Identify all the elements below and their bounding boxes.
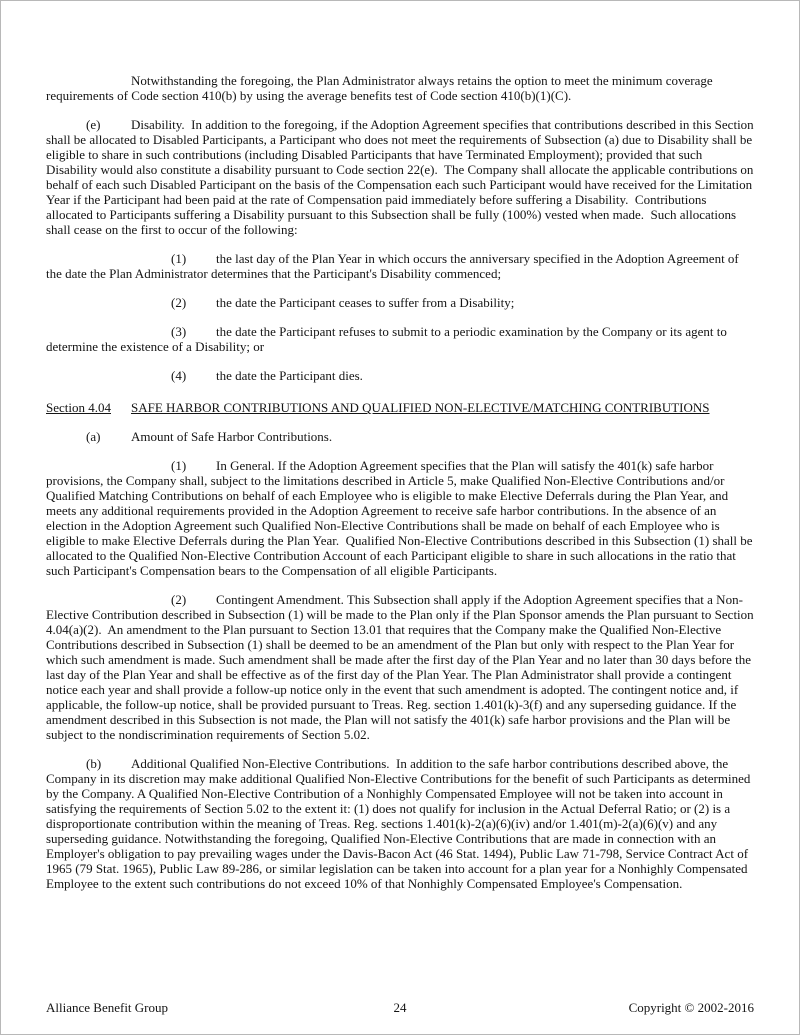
paragraph [46,429,754,444]
footer-page-number: 24 [393,1000,407,1015]
list-item [46,251,754,281]
section-title: SAFE HARBOR CONTRIBUTIONS AND QUALIFIED NON-ELECTIVE/MATCHING CONTRIBUTIONS [131,400,710,415]
tab-spacer [46,379,171,380]
section-number: Section 4.04 [46,400,111,415]
tab-spacer [46,440,86,441]
tab-spacer [46,603,171,604]
page-footer [46,1000,754,1016]
list-item-text: the date the Participant dies. [216,368,363,383]
list-item [46,295,754,310]
paragraph-text: Disability. In addition to the foregoing, if the Adoption Agreement specifies that contributions described in this Section shall be allocated to Disabled Participants, a Participant who does not meet the requirements of Subsection (a) due to Disability shall be eligible to share in such contributions (including Disabled Participants that have Terminated Employment); provided that such Disability would also constitute a disability pursuant to Code section 22(e). The Company shall allocate the applicable contributions on behalf of each such Disabled Participant on the basis of the Compensation each such Participant would have received for the Limitation Year if the Participant had been paid at the rate of Compensation paid immediately before suffering a Disability. Contributions allocated to Participants suffering a Disability pursuant to this Subsection shall be fully (100%) vested when made. Such allocations shall cease on the first to occur of the following: [46,117,757,237]
list-item-label: (1) [171,458,187,473]
list-item-text: the last day of the Plan Year in which occurs the anniversary specified in the Adoption Agreement of the date the Plan Administrator determines that the Participant's Disability commenced; [46,251,743,281]
footer-company: Alliance Benefit Group [46,1000,169,1015]
list-item [46,592,757,742]
list-item-label: (2) [171,295,187,310]
list-item [46,458,754,578]
tab-spacer [46,335,171,336]
tab-spacer [46,469,171,470]
tab-spacer [46,767,86,768]
paragraph [46,117,757,237]
section-number-cell [46,400,131,415]
list-item-label: (2) [171,592,187,607]
tab-spacer [46,306,171,307]
list-item-text: Contingent Amendment. This Subsection shall apply if the Adoption Agreement specifies that a Non-Elective Contribution described in Subsection (1) will be made to the Plan only if the Plan Sponsor amends the Plan pursuant to Section 4.04(a)(2). An amendment to the Plan pursuant to Section 13.01 that requires that the Company make the Qualified Non-Elective Contributions described in Subsection (1) shall be deemed to be an amendment of the Plan but only with respect to the Plan Year for which such amendment is made. Such amendment shall be made after the first day of the Plan Year and no later than 30 days before the last day of the Plan Year and shall be effective as of the first day of the Plan Year. The Plan Administrator shall provide a contingent notice each year and shall provide a follow-up notice only in the event that such amendment is adopted. The contingent notice and, if applicable, the follow-up notice, shall be provided pursuant to Treas. Reg. section 1.401(k)-3(f) and any superseding guidance. If the amendment described in this Subsection is not made, the Plan will not satisfy the 401(k) safe harbor provisions and the Plan will be subject to the nondiscrimination requirements of Section 5.02. [46,592,757,742]
list-item-label: (4) [171,368,187,383]
paragraph-label: (b) [86,756,102,771]
list-item-label: (1) [171,251,187,266]
tab-spacer [46,128,86,129]
paragraph-text: Amount of Safe Harbor Contributions. [131,429,333,444]
list-item [46,368,754,383]
list-item-text: the date the Participant ceases to suffer from a Disability; [216,295,515,310]
paragraph-text: Additional Qualified Non-Elective Contributions. In addition to the safe harbor contributions described above, the Company in its discretion may make additional Qualified Non-Elective Contributions for the benefit of such Participants as determined by the Company. A Qualified Non-Elective Contribution of a Nonhighly Compensated Employee will not be taken into account in satisfying the requirements of Section 5.02 to the extent it: (1) does not qualify for inclusion in the Actual Deferral Ratio; or (2) is a disproportionate contribution within the meaning of Treas. Reg. sections 1.401(k)-2(a)(6)(iv) and/or 1.401(m)-2(a)(6)(v) and any superseding guidance. Notwithstanding the foregoing, Qualified Non-Elective Contributions that are made in connection with an Employer's obligation to pay prevailing wages under the Davis-Bacon Act (46 Stat. 1494), Public Law 71-798, Service Contract Act of 1965 (79 Stat. 1965), Public Law 89-286, or similar legislation can be taken into account for a plan year for a Nonhighly Compensated Employee to the extent such contributions do not exceed 10% of that Nonhighly Compensated Employee's Compensation. [46,756,754,891]
section-heading [46,400,754,415]
list-item-text: In General. If the Adoption Agreement specifies that the Plan will satisfy the 401(k) safe harbor provisions, the Company shall, subject to the limitations described in Article 5, make Qualified Non-Elective Contributions and/or Qualified Matching Contributions on behalf of each Employee who is eligible to make Elective Deferrals during the Plan Year, and meets any additional requirements provided in the Adoption Agreement to receive safe harbor contributions. In the absence of an election in the Adoption Agreement such Qualified Non-Elective Contributions shall be made on behalf of each Employee who is eligible to make Elective Deferrals during the Plan Year. Qualified Non-Elective Contributions described in this Subsection (1) shall be allocated to the Qualified Non-Elective Contribution Account of each Participant eligible to share in such allocations in the ratio that such Participant's Compensation bears to the Compensation of all eligible Participants. [46,458,756,578]
list-item-label: (3) [171,324,187,339]
paragraph [46,73,754,103]
paragraph [46,756,754,891]
tab-spacer [46,262,171,263]
list-item [46,324,754,354]
list-item-text: the date the Participant refuses to submit to a periodic examination by the Company or its agent to determine the existence of a Disability; or [46,324,731,354]
paragraph-label: (e) [86,117,101,132]
footer-copyright: Copyright © 2002-2016 [628,1000,754,1015]
paragraph-label: (a) [86,429,101,444]
paragraph-text: Notwithstanding the foregoing, the Plan Administrator always retains the option to meet the minimum coverage requirements of Code section 410(b) by using the average benefits test of Code section 410(b)(1)(C). [46,73,716,103]
